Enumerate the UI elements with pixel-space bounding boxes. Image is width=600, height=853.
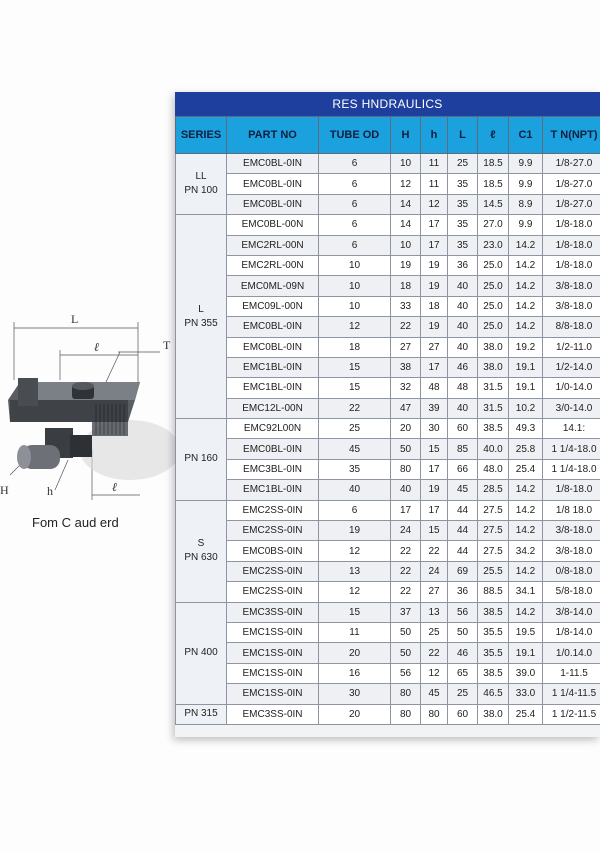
table-row [176, 643, 600, 663]
h-cell: 17 [421, 500, 448, 520]
tube-od-cell: 30 [319, 684, 391, 704]
series-label: PN 630 [184, 552, 218, 564]
c1-cell: 14.2 [509, 296, 543, 316]
thread-cell: 3/8-18.0 [543, 276, 600, 296]
table-row [176, 622, 600, 642]
l-cell: 38.0 [478, 704, 509, 724]
tube-od-cell: 22 [319, 398, 391, 418]
c1-cell: 14.2 [509, 561, 543, 581]
tube-od-cell: 6 [319, 194, 391, 214]
l-cell: 38.5 [478, 663, 509, 683]
part-no-cell: EMC2SS-0IN [227, 582, 319, 602]
thread-cell: 1/8 18.0 [543, 500, 600, 520]
l-cell: 46.5 [478, 684, 509, 704]
part-no-cell: EMC2SS-0IN [227, 561, 319, 581]
table-row [176, 704, 600, 724]
part-no-cell: EMC1BL-0IN [227, 357, 319, 377]
table-header-row [176, 117, 600, 154]
L-cell: 40 [448, 398, 478, 418]
l-cell: 27.0 [478, 215, 509, 235]
h-cell: 27 [421, 582, 448, 602]
part-no-cell: EMC0ML-09N [227, 276, 319, 296]
thread-cell: 8/8-18.0 [543, 317, 600, 337]
table-row [176, 357, 600, 377]
part-no-cell: EMC1BL-0IN [227, 480, 319, 500]
series-cell [176, 704, 227, 724]
table-row [176, 439, 600, 459]
table-row [176, 255, 600, 275]
series-cell [176, 154, 227, 215]
c1-cell: 19.1 [509, 378, 543, 398]
l-cell: 40.0 [478, 439, 509, 459]
L-cell: 35 [448, 194, 478, 214]
L-cell: 44 [448, 521, 478, 541]
part-no-cell: EMC1SS-0IN [227, 622, 319, 642]
part-no-cell: EMC09L-00N [227, 296, 319, 316]
l-cell: 14.5 [478, 194, 509, 214]
part-no-cell: EMC2RL-00N [227, 235, 319, 255]
part-no-cell: EMC0BL-0IN [227, 337, 319, 357]
h-cell: 80 [421, 704, 448, 724]
table-row [176, 215, 600, 235]
h-cell: 48 [421, 378, 448, 398]
part-no-cell: EMC2RL-00N [227, 255, 319, 275]
series-label: LL [195, 171, 207, 183]
H-cell: 27 [391, 337, 421, 357]
tube-od-cell: 20 [319, 643, 391, 663]
dim-H-label: H [0, 483, 9, 497]
H-cell: 80 [391, 459, 421, 479]
part-no-cell: EMC3SS-0IN [227, 704, 319, 724]
tube-od-cell: 10 [319, 255, 391, 275]
c1-cell: 25.4 [509, 704, 543, 724]
L-cell: 69 [448, 561, 478, 581]
thread-cell: 1/8-18.0 [543, 215, 600, 235]
tube-od-cell: 12 [319, 317, 391, 337]
h-cell: 15 [421, 521, 448, 541]
H-cell: 14 [391, 194, 421, 214]
table-row [176, 561, 600, 581]
H-cell: 47 [391, 398, 421, 418]
h-cell: 19 [421, 480, 448, 500]
L-cell: 44 [448, 500, 478, 520]
specification-table-panel [175, 92, 600, 737]
table-body [176, 154, 600, 725]
part-no-cell: EMC0BL-0IN [227, 194, 319, 214]
table-row [176, 378, 600, 398]
thread-cell: 1/8-27.0 [543, 174, 600, 194]
table-row [176, 296, 600, 316]
series-label: PN 315 [184, 708, 218, 720]
c1-cell: 14.2 [509, 480, 543, 500]
tube-od-cell: 19 [319, 521, 391, 541]
col-header-H: H [391, 117, 421, 154]
c1-cell: 19.1 [509, 357, 543, 377]
table-row [176, 317, 600, 337]
part-no-cell: EMC0BL-0IN [227, 154, 319, 174]
part-no-cell: EMC3SS-0IN [227, 602, 319, 622]
tube-od-cell: 15 [319, 378, 391, 398]
l-cell: 38.0 [478, 337, 509, 357]
h-cell: 11 [421, 154, 448, 174]
tube-od-cell: 15 [319, 602, 391, 622]
c1-cell: 14.2 [509, 317, 543, 337]
thread-cell: 1/0.14.0 [543, 643, 600, 663]
tube-od-cell: 12 [319, 582, 391, 602]
table-row [176, 582, 600, 602]
thread-cell: 1/8-14.0 [543, 622, 600, 642]
h-cell: 39 [421, 398, 448, 418]
table-row [176, 235, 600, 255]
L-cell: 66 [448, 459, 478, 479]
part-no-cell: EMC1SS-0IN [227, 663, 319, 683]
part-no-cell: EMC0BL-00N [227, 215, 319, 235]
h-cell: 27 [421, 337, 448, 357]
table-row [176, 684, 600, 704]
l-cell: 35.5 [478, 622, 509, 642]
c1-cell: 25.4 [509, 459, 543, 479]
tube-od-cell: 6 [319, 235, 391, 255]
L-cell: 36 [448, 582, 478, 602]
tube-od-cell: 35 [319, 459, 391, 479]
l-cell: 23.0 [478, 235, 509, 255]
col-header-part-no: PART NO [227, 117, 319, 154]
col-header-tube-od: TUBE OD [319, 117, 391, 154]
c1-cell: 14.2 [509, 500, 543, 520]
l-cell: 27.5 [478, 541, 509, 561]
l-cell: 27.5 [478, 521, 509, 541]
L-cell: 36 [448, 255, 478, 275]
h-cell: 17 [421, 235, 448, 255]
L-cell: 35 [448, 235, 478, 255]
h-cell: 17 [421, 459, 448, 479]
table-row [176, 521, 600, 541]
c1-cell: 14.2 [509, 255, 543, 275]
fitting-illustration [0, 300, 180, 540]
series-label: PN 100 [184, 185, 218, 197]
c1-cell: 14.2 [509, 521, 543, 541]
col-header-thread: T N(NPT) [543, 117, 600, 154]
c1-cell: 10.2 [509, 398, 543, 418]
c1-cell: 34.2 [509, 541, 543, 561]
thread-cell: 0/8-18.0 [543, 561, 600, 581]
tube-od-cell: 11 [319, 622, 391, 642]
tube-od-cell: 40 [319, 480, 391, 500]
table-row [176, 419, 600, 439]
L-cell: 60 [448, 704, 478, 724]
h-cell: 19 [421, 255, 448, 275]
thread-cell: 1/8-18.0 [543, 255, 600, 275]
table-row [176, 480, 600, 500]
L-cell: 40 [448, 276, 478, 296]
series-cell [176, 500, 227, 602]
thread-cell: 1/0-14.0 [543, 378, 600, 398]
L-cell: 46 [448, 357, 478, 377]
L-cell: 35 [448, 174, 478, 194]
H-cell: 32 [391, 378, 421, 398]
l-cell: 25.0 [478, 255, 509, 275]
H-cell: 50 [391, 643, 421, 663]
thread-cell: 3/8-18.0 [543, 521, 600, 541]
H-cell: 10 [391, 154, 421, 174]
thread-cell: 3/8-18.0 [543, 296, 600, 316]
tube-od-cell: 12 [319, 541, 391, 561]
L-cell: 50 [448, 622, 478, 642]
H-cell: 22 [391, 317, 421, 337]
table-row [176, 337, 600, 357]
H-cell: 24 [391, 521, 421, 541]
h-cell: 30 [421, 419, 448, 439]
c1-cell: 19.1 [509, 643, 543, 663]
H-cell: 17 [391, 500, 421, 520]
c1-cell: 39.0 [509, 663, 543, 683]
tube-od-cell: 25 [319, 419, 391, 439]
l-cell: 27.5 [478, 500, 509, 520]
L-cell: 25 [448, 684, 478, 704]
H-cell: 22 [391, 582, 421, 602]
illustration-caption: Fom C aud erd [32, 515, 119, 530]
series-label: PN 160 [184, 453, 218, 465]
c1-cell: 19.5 [509, 622, 543, 642]
c1-cell: 49.3 [509, 419, 543, 439]
part-no-cell: EMC1BL-0IN [227, 378, 319, 398]
thread-cell: 1/8-18.0 [543, 235, 600, 255]
L-cell: 56 [448, 602, 478, 622]
col-header-h: h [421, 117, 448, 154]
part-no-cell: EMC92L00N [227, 419, 319, 439]
table-row [176, 500, 600, 520]
thread-cell: 1 1/4-18.0 [543, 439, 600, 459]
dim-h-label: h [47, 484, 53, 498]
tube-od-cell: 18 [319, 337, 391, 357]
thread-cell: 1/2-14.0 [543, 357, 600, 377]
H-cell: 40 [391, 480, 421, 500]
tube-od-cell: 6 [319, 500, 391, 520]
thread-cell: 3/8-18.0 [543, 541, 600, 561]
thread-cell: 5/8-18.0 [543, 582, 600, 602]
l-cell: 38.0 [478, 357, 509, 377]
L-cell: 25 [448, 154, 478, 174]
tube-od-cell: 6 [319, 154, 391, 174]
H-cell: 56 [391, 663, 421, 683]
L-cell: 44 [448, 541, 478, 561]
l-cell: 25.5 [478, 561, 509, 581]
h-cell: 19 [421, 276, 448, 296]
thread-cell: 1/2-11.0 [543, 337, 600, 357]
l-cell: 35.5 [478, 643, 509, 663]
c1-cell: 33.0 [509, 684, 543, 704]
part-no-cell: EMC0BL-0IN [227, 174, 319, 194]
h-cell: 17 [421, 215, 448, 235]
L-cell: 48 [448, 378, 478, 398]
c1-cell: 14.2 [509, 235, 543, 255]
dim-l2-label: ℓ [112, 480, 117, 494]
l-cell: 88.5 [478, 582, 509, 602]
h-cell: 13 [421, 602, 448, 622]
part-no-cell: EMC0BL-0IN [227, 439, 319, 459]
c1-cell: 9.9 [509, 154, 543, 174]
H-cell: 33 [391, 296, 421, 316]
L-cell: 40 [448, 337, 478, 357]
l-cell: 25.0 [478, 296, 509, 316]
thread-cell: 1 1/4-18.0 [543, 459, 600, 479]
part-no-cell: EMC3BL-0IN [227, 459, 319, 479]
H-cell: 38 [391, 357, 421, 377]
h-cell: 18 [421, 296, 448, 316]
c1-cell: 14.2 [509, 602, 543, 622]
h-cell: 17 [421, 357, 448, 377]
series-cell [176, 419, 227, 501]
l-cell: 38.5 [478, 419, 509, 439]
table-row [176, 663, 600, 683]
thread-cell: 3/0-14.0 [543, 398, 600, 418]
tube-od-cell: 15 [319, 357, 391, 377]
h-cell: 25 [421, 622, 448, 642]
H-cell: 20 [391, 419, 421, 439]
dim-T-label: T [163, 338, 171, 352]
part-no-cell: EMC1SS-0IN [227, 643, 319, 663]
part-no-cell: EMC0BL-0IN [227, 317, 319, 337]
series-label: PN 355 [184, 317, 218, 329]
L-cell: 45 [448, 480, 478, 500]
H-cell: 80 [391, 704, 421, 724]
table-row [176, 398, 600, 418]
H-cell: 37 [391, 602, 421, 622]
series-label: PN 400 [184, 647, 218, 659]
c1-cell: 9.9 [509, 174, 543, 194]
col-header-series: SERIES [176, 117, 227, 154]
tube-od-cell: 6 [319, 174, 391, 194]
l-cell: 31.5 [478, 398, 509, 418]
tube-od-cell: 13 [319, 561, 391, 581]
part-no-cell: EMC2SS-0IN [227, 500, 319, 520]
thread-cell: 1/8-27.0 [543, 154, 600, 174]
h-cell: 45 [421, 684, 448, 704]
L-cell: 46 [448, 643, 478, 663]
H-cell: 22 [391, 561, 421, 581]
l-cell: 18.5 [478, 174, 509, 194]
series-cell [176, 602, 227, 704]
table-title: RES HNDRAULICS [175, 92, 600, 116]
series-label: S [197, 538, 205, 550]
l-cell: 18.5 [478, 154, 509, 174]
col-header-l: ℓ [478, 117, 509, 154]
tube-od-cell: 10 [319, 276, 391, 296]
col-header-c1: C1 [509, 117, 543, 154]
dim-l-label: ℓ [94, 340, 99, 354]
l-cell: 38.5 [478, 602, 509, 622]
table-row [176, 154, 600, 174]
H-cell: 12 [391, 174, 421, 194]
table-row [176, 276, 600, 296]
part-no-cell: EMC12L-00N [227, 398, 319, 418]
part-no-cell: EMC2SS-0IN [227, 521, 319, 541]
L-cell: 85 [448, 439, 478, 459]
c1-cell: 25.8 [509, 439, 543, 459]
L-cell: 40 [448, 296, 478, 316]
table-row [176, 541, 600, 561]
H-cell: 50 [391, 622, 421, 642]
h-cell: 12 [421, 663, 448, 683]
table-row [176, 174, 600, 194]
h-cell: 24 [421, 561, 448, 581]
thread-cell: 1/8-18.0 [543, 480, 600, 500]
H-cell: 19 [391, 255, 421, 275]
h-cell: 22 [421, 541, 448, 561]
tube-od-cell: 6 [319, 215, 391, 235]
part-no-cell: EMC1SS-0IN [227, 684, 319, 704]
H-cell: 80 [391, 684, 421, 704]
tube-od-cell: 20 [319, 704, 391, 724]
L-cell: 60 [448, 419, 478, 439]
thread-cell: 1-11.5 [543, 663, 600, 683]
thread-cell: 1 1/4-11.5 [543, 684, 600, 704]
c1-cell: 9.9 [509, 215, 543, 235]
part-no-cell: EMC0BS-0IN [227, 541, 319, 561]
thread-cell: 14.1: [543, 419, 600, 439]
thread-cell: 1 1/2-11.5 [543, 704, 600, 724]
c1-cell: 8.9 [509, 194, 543, 214]
tube-od-cell: 10 [319, 296, 391, 316]
thread-cell: 1/8-27.0 [543, 194, 600, 214]
h-cell: 19 [421, 317, 448, 337]
c1-cell: 14.2 [509, 276, 543, 296]
series-cell [176, 215, 227, 419]
L-cell: 65 [448, 663, 478, 683]
tube-od-cell: 45 [319, 439, 391, 459]
table-row [176, 602, 600, 622]
col-header-L: L [448, 117, 478, 154]
l-cell: 28.5 [478, 480, 509, 500]
L-cell: 40 [448, 317, 478, 337]
h-cell: 11 [421, 174, 448, 194]
specification-table [175, 116, 600, 725]
dim-L-label: L [71, 312, 79, 326]
table-row [176, 459, 600, 479]
H-cell: 22 [391, 541, 421, 561]
l-cell: 25.0 [478, 317, 509, 337]
L-cell: 35 [448, 215, 478, 235]
H-cell: 10 [391, 235, 421, 255]
table-row [176, 194, 600, 214]
c1-cell: 19.2 [509, 337, 543, 357]
c1-cell: 34.1 [509, 582, 543, 602]
fitting-drawing [0, 300, 180, 540]
thread-cell: 3/8-14.0 [543, 602, 600, 622]
h-cell: 15 [421, 439, 448, 459]
l-cell: 48.0 [478, 459, 509, 479]
h-cell: 22 [421, 643, 448, 663]
l-cell: 25.0 [478, 276, 509, 296]
H-cell: 18 [391, 276, 421, 296]
H-cell: 50 [391, 439, 421, 459]
tube-od-cell: 16 [319, 663, 391, 683]
H-cell: 14 [391, 215, 421, 235]
series-label: L [198, 303, 204, 315]
l-cell: 31.5 [478, 378, 509, 398]
h-cell: 12 [421, 194, 448, 214]
